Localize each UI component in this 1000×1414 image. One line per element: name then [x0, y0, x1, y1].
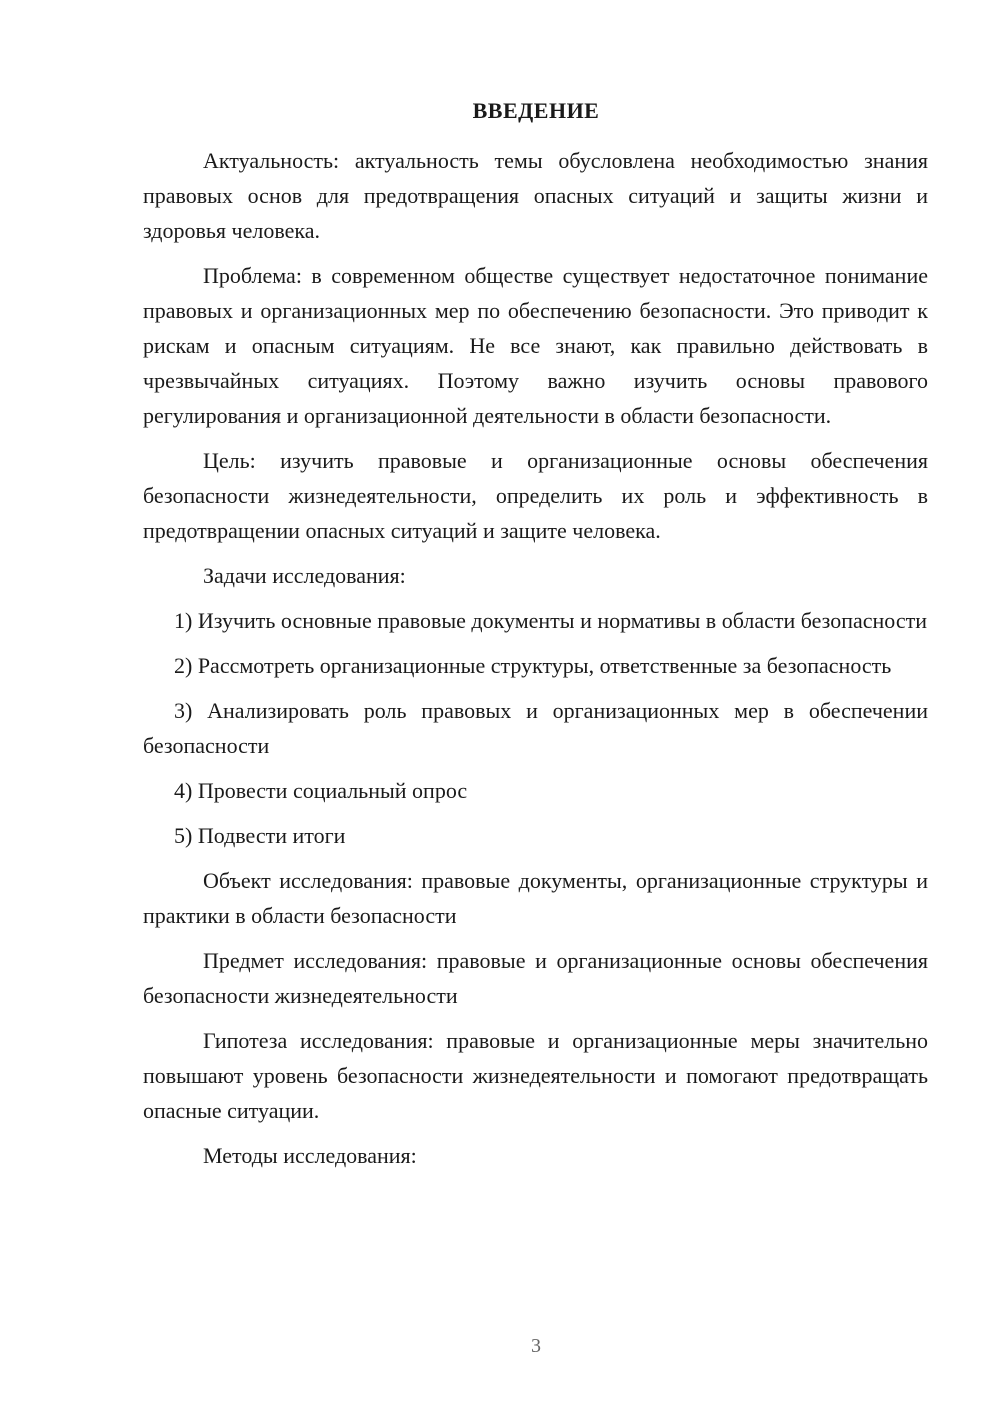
paragraph-goal: Цель: изучить правовые и организационные основы обеспечения безопасности жизнедеятельности, определить их роль и эффективность в предотвращении опасных ситуаций и защите человека.: [143, 448, 928, 543]
page-body: [143, 143, 928, 1183]
section-title: ВВЕДЕНИЕ: [472, 98, 600, 123]
paragraph-object: Объект исследования: правовые документы, организационные структуры и практики в области безопасности: [143, 868, 928, 928]
paragraph-methods: Методы исследования:: [203, 1143, 417, 1168]
paragraph-problem: Проблема: в современном обществе существует недостаточное понимание правовых и организационных мер по обеспечению безопасности. Это приводит к рискам и опасным ситуациям. Не все знают, как правильно действовать в чрезвычайных ситуациях. Поэтому важно изучить основы правового регулирования и организационной деятельности в области безопасности.: [143, 263, 928, 428]
task-item-4: 4) Провести социальный опрос: [174, 778, 468, 803]
paragraph-hypothesis: Гипотеза исследования: правовые и организационные меры значительно повышают уровень безопасности жизнедеятельности и помогают предотвращать опасные ситуации.: [143, 1028, 928, 1123]
task-item-2: 2) Рассмотреть организационные структуры, ответственные за безопасность: [174, 653, 892, 678]
task-item-5: 5) Подвести итоги: [174, 823, 346, 848]
page-number: 3: [531, 1335, 541, 1357]
tasks-heading: Задачи исследования:: [203, 563, 406, 588]
paragraph-relevance: Актуальность: актуальность темы обусловлена необходимостью знания правовых основ для предотвращения опасных ситуаций и защиты жизни и здоровья человека.: [143, 148, 928, 243]
task-item-1: 1) Изучить основные правовые документы и нормативы в области безопасности: [174, 608, 928, 633]
task-item-3: 3) Анализировать роль правовых и организационных мер в обеспечении безопасности: [143, 698, 928, 758]
paragraph-subject: Предмет исследования: правовые и организационные основы обеспечения безопасности жизнедеятельности: [143, 948, 928, 1008]
